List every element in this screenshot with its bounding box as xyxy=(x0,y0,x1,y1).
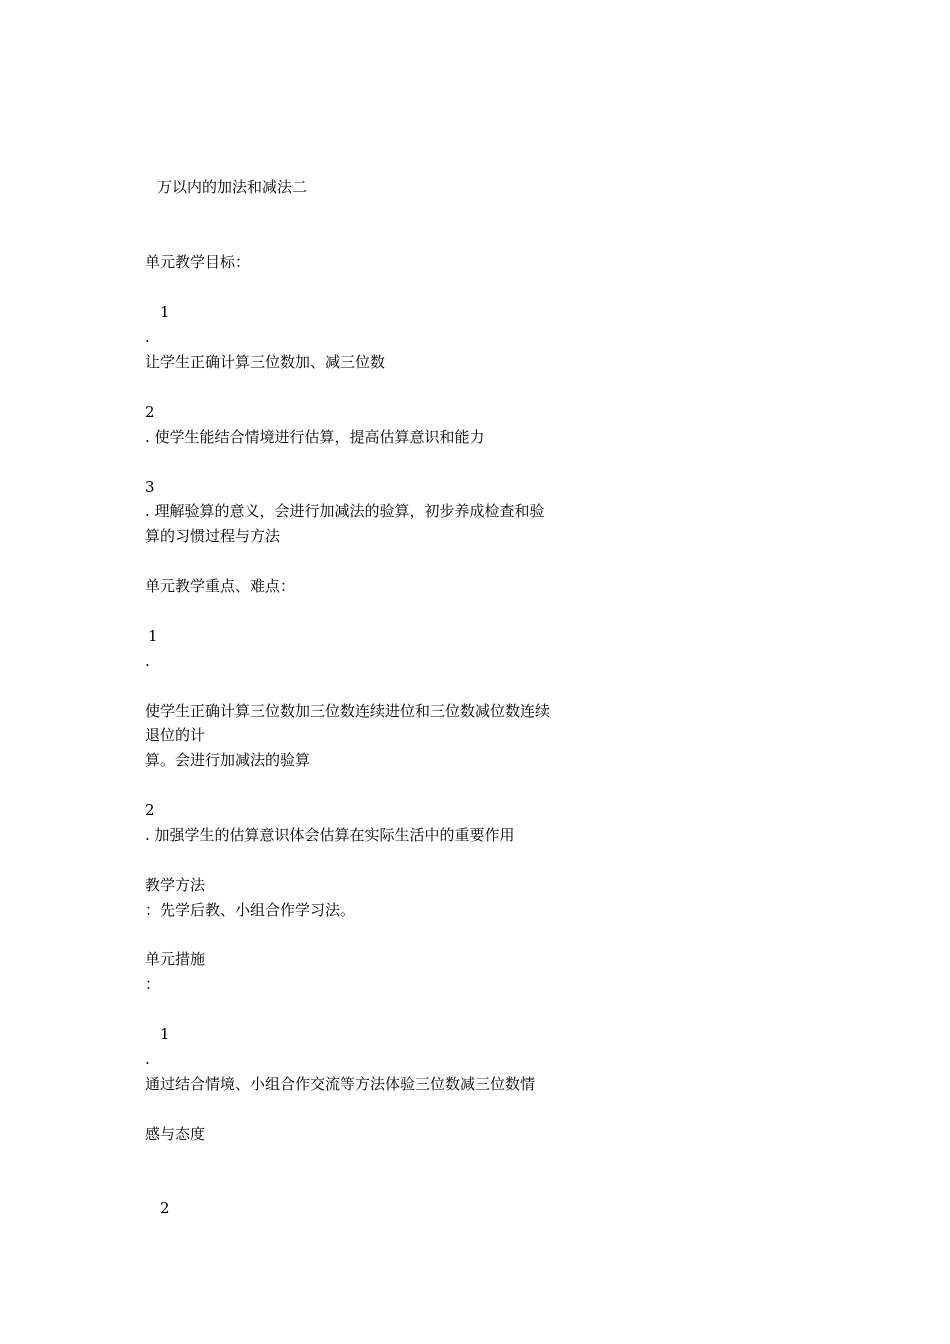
goal-3-text-line-1: . 理解验算的意义，会进行加减法的验算，初步养成检查和验 xyxy=(145,502,545,520)
goal-3-text-line-2: 算的习惯过程与方法 xyxy=(145,527,281,545)
measures-colon: ： xyxy=(145,975,161,993)
document-title: 万以内的加法和减法二 xyxy=(157,178,308,196)
measure-1-number: 1 xyxy=(160,1025,170,1043)
goal-1-dot: . xyxy=(145,328,150,346)
key-1-text-line-2: 退位的计 xyxy=(145,726,206,744)
key-2-text: . 加强学生的估算意识体会估算在实际生活中的重要作用 xyxy=(145,826,515,844)
key-1-text-line-1: 使学生正确计算三位数加三位数连续进位和三位数减位数连续 xyxy=(145,702,551,720)
key-1-text-line-3: 算。会进行加减法的验算 xyxy=(145,751,311,769)
method-heading: 教学方法 xyxy=(145,876,206,894)
measure-2-number: 2 xyxy=(160,1199,170,1217)
goals-heading: 单元教学目标： xyxy=(145,253,251,271)
key-points-heading: 单元教学重点、难点： xyxy=(145,577,296,595)
goal-1-text: 让学生正确计算三位数加、减三位数 xyxy=(145,353,386,371)
key-1-number: 1 xyxy=(148,627,158,645)
key-1-dot: . xyxy=(145,652,150,670)
measures-heading: 单元措施 xyxy=(145,950,206,968)
goal-2-number: 2 xyxy=(145,403,155,421)
key-2-number: 2 xyxy=(145,801,155,819)
goal-3-number: 3 xyxy=(145,478,155,496)
method-text: ：先学后教、小组合作学习法。 xyxy=(145,901,356,919)
goal-1-number: 1 xyxy=(160,303,170,321)
measure-1-dot: . xyxy=(145,1050,150,1068)
measure-1-text: 通过结合情境、小组合作交流等方法体验三位数减三位数情 xyxy=(145,1075,536,1093)
measure-1-text-line-2: 感与态度 xyxy=(145,1125,206,1143)
goal-2-text: . 使学生能结合情境进行估算，提高估算意识和能力 xyxy=(145,428,485,446)
